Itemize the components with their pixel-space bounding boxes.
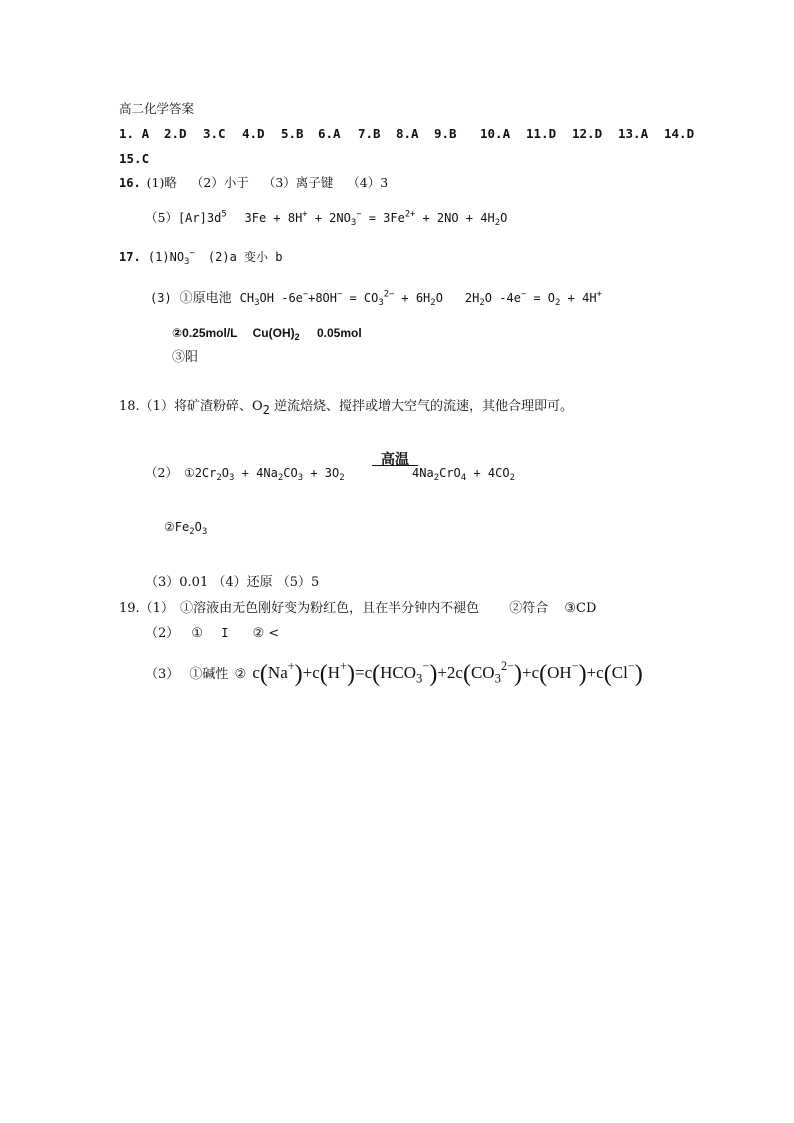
q18-line2 — [145, 465, 345, 484]
q17-line1 — [119, 248, 283, 268]
q17-amount: 0.05mol — [317, 326, 362, 340]
mc-answer: 9.B — [434, 126, 457, 141]
mc-answer: 5.B — [281, 126, 304, 141]
q17-anode-equation: $CH_3OH$ $-6e^-+8OH^- = CO_3^{2-} + 6H_2O$ — [239, 289, 443, 309]
q16-ionic-equation: $3Fe + 8H^+ + 2NO_3^- = 3Fe^{2+} + 2NO + 4H_2O$ — [244, 209, 508, 229]
q19-line1 — [119, 602, 596, 615]
q17-part2: (2)a 变小 b — [207, 250, 283, 264]
mc-answer: 11.D — [526, 126, 557, 141]
q16-part2: （2）小于 — [190, 175, 249, 190]
q18-line1: 18.（1）将矿渣粉碎、$O_2$ 逆流焙烧、搅拌或增大空气的流速，其他合理即可。 — [119, 399, 573, 418]
mc-answer: 10.A — [480, 126, 511, 141]
q17-part1: $(1)NO_3^-$ — [147, 248, 195, 268]
q17-second-equation: $2H_2O$ $-4e^- = O_2 + 4H^+$ — [464, 289, 602, 309]
q17-line2 — [150, 289, 602, 309]
q18-line4: （3）0.01 （4）还原 （5）5 — [145, 575, 320, 590]
q17-line4: ③阳 — [172, 350, 199, 365]
mc-answer: 7.B — [358, 126, 381, 141]
q16-electron-config: $[Ar]3d^5$ — [177, 209, 227, 225]
q18-products: $4Na_2CrO_4 + 4CO_2$ — [412, 466, 515, 484]
q19-part1-label: 19.（1） — [119, 601, 174, 616]
mc-answer: 13.A — [618, 126, 649, 141]
q19-solution-nature: ①碱性 — [189, 667, 229, 682]
q17-line3 — [172, 326, 362, 343]
q19-endpoint: ①溶液由无色刚好变为粉红色，且在半分钟内不褪色 — [180, 601, 480, 616]
q17-cell-type: ①原电池 — [179, 291, 232, 306]
q16-part1: (1)略 — [146, 175, 177, 190]
q19-line3: （3） ①碱性 ② $c(Na^+)+c(H^+)=c(HCO_3^-)+2c(CO_3^{2-})+c(OH^-)+c(Cl^-)$ — [145, 659, 643, 687]
mc-answer: 8.A — [396, 126, 419, 141]
q19-part3-label: （3） — [145, 667, 180, 682]
q18-reaction-condition: 高温 — [381, 452, 409, 468]
mc-answer: 3.C — [203, 126, 226, 141]
page-title: 高二化学答案 — [119, 101, 195, 116]
q16-line1 — [119, 177, 388, 190]
q17-number: 17. — [119, 250, 141, 264]
mc-answer: 1. A — [119, 126, 150, 141]
mc-answers-row1 — [119, 128, 694, 141]
q16-part3: （3）离子键 — [262, 175, 334, 190]
q18-line3: $②Fe_2O_3$ — [164, 520, 208, 538]
mc-answer: 4.D — [242, 126, 265, 141]
q17-substance: $Cu(OH)_2$ — [252, 326, 300, 343]
q17-part3-label: (3) — [150, 291, 172, 305]
mc-answer: 12.D — [572, 126, 603, 141]
q19-line2: （2） ① I ② < — [145, 626, 280, 641]
q17-concentration: ②0.25mol/L — [172, 326, 238, 340]
q16-number: 16. — [119, 176, 141, 190]
q19-charge-balance: $c(Na^+)+c(H^+)=c(HCO_3^-)+2c(CO_3^{2-})+c(OH^-)+c(Cl^-)$ — [252, 659, 643, 687]
mc-answer: 2.D — [164, 126, 187, 141]
q18-reactants: $①2Cr_2O_3 + 4Na_2CO_3 + 3O_2$ — [183, 466, 345, 484]
q19-conformity: ②符合 — [509, 601, 549, 616]
q19-options: ③CD — [564, 601, 597, 616]
q16-part4: （4）3 — [347, 175, 389, 190]
mc-answers-row2: 15.C — [119, 151, 150, 166]
q16-part5-label: （5） — [145, 210, 178, 225]
q16-line2 — [145, 209, 508, 229]
q19-part2-label: （2） — [145, 626, 180, 641]
mc-answer: 6.A — [318, 126, 341, 141]
q18-part2-label: （2） — [145, 465, 178, 480]
mc-answer: 14.D — [664, 126, 695, 141]
